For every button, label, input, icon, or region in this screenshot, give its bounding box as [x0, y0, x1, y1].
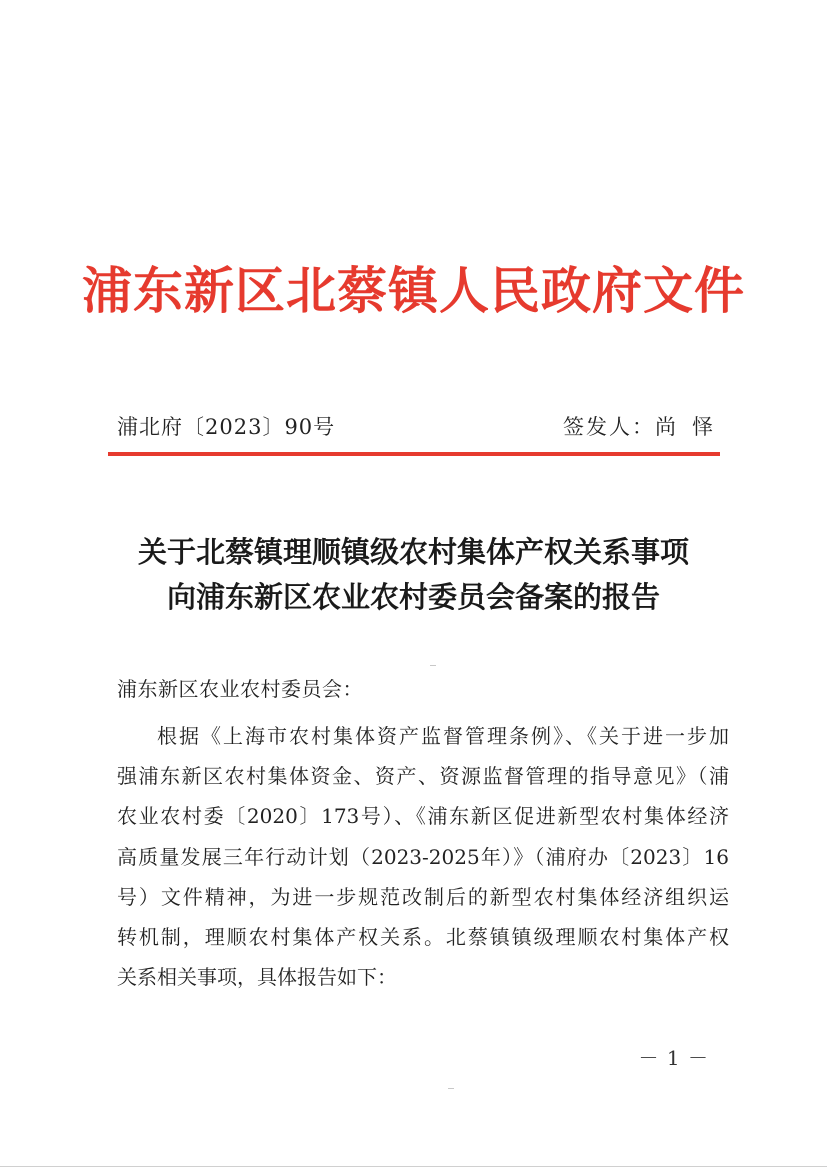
red-separator-rule: [108, 452, 720, 456]
body-line: 农业农村委〔2020〕173号）、《浦东新区促进新型农村集体经济: [117, 804, 729, 829]
document-number: 浦北府〔2023〕90号: [117, 415, 336, 439]
report-title: [0, 530, 827, 620]
body-line: 关系相关事项，具体报告如下：: [117, 965, 397, 990]
body-line: 强浦东新区农村集体资金、资产、资源监督管理的指导意见》（浦: [117, 764, 729, 789]
signer-name-end: 怿: [692, 415, 715, 439]
body-line: 号）文件精神，为进一步规范改制后的新型农村集体经济组织运: [117, 884, 729, 909]
salutation: 浦东新区农业农村委员会：: [117, 677, 363, 701]
page-number: － 1 －: [638, 1046, 709, 1070]
signer: [563, 412, 715, 442]
body-paragraph: [117, 716, 729, 997]
body-line: 高质量发展三年行动计划（2023-2025年）》（浦府办〔2023〕16: [117, 844, 729, 869]
body-line: 根据《上海市农村集体资产监督管理条例》、《关于进一步加: [157, 724, 729, 748]
scan-edge-line: [0, 1166, 827, 1167]
scan-artifact: [430, 665, 436, 666]
report-title-line-1: 关于北蔡镇理顺镇级农村集体产权关系事项: [137, 535, 689, 569]
body-line: 转机制，理顺农村集体产权关系。北蔡镇镇级理顺农村集体产权: [117, 924, 729, 949]
scan-artifact: [448, 1088, 454, 1089]
report-title-line-2: 向浦东新区农业农村委员会备案的报告: [166, 580, 660, 614]
signer-label: 签发人：尚: [563, 415, 678, 439]
issuing-authority-title: 浦东新区北蔡镇人民政府文件: [82, 261, 745, 320]
